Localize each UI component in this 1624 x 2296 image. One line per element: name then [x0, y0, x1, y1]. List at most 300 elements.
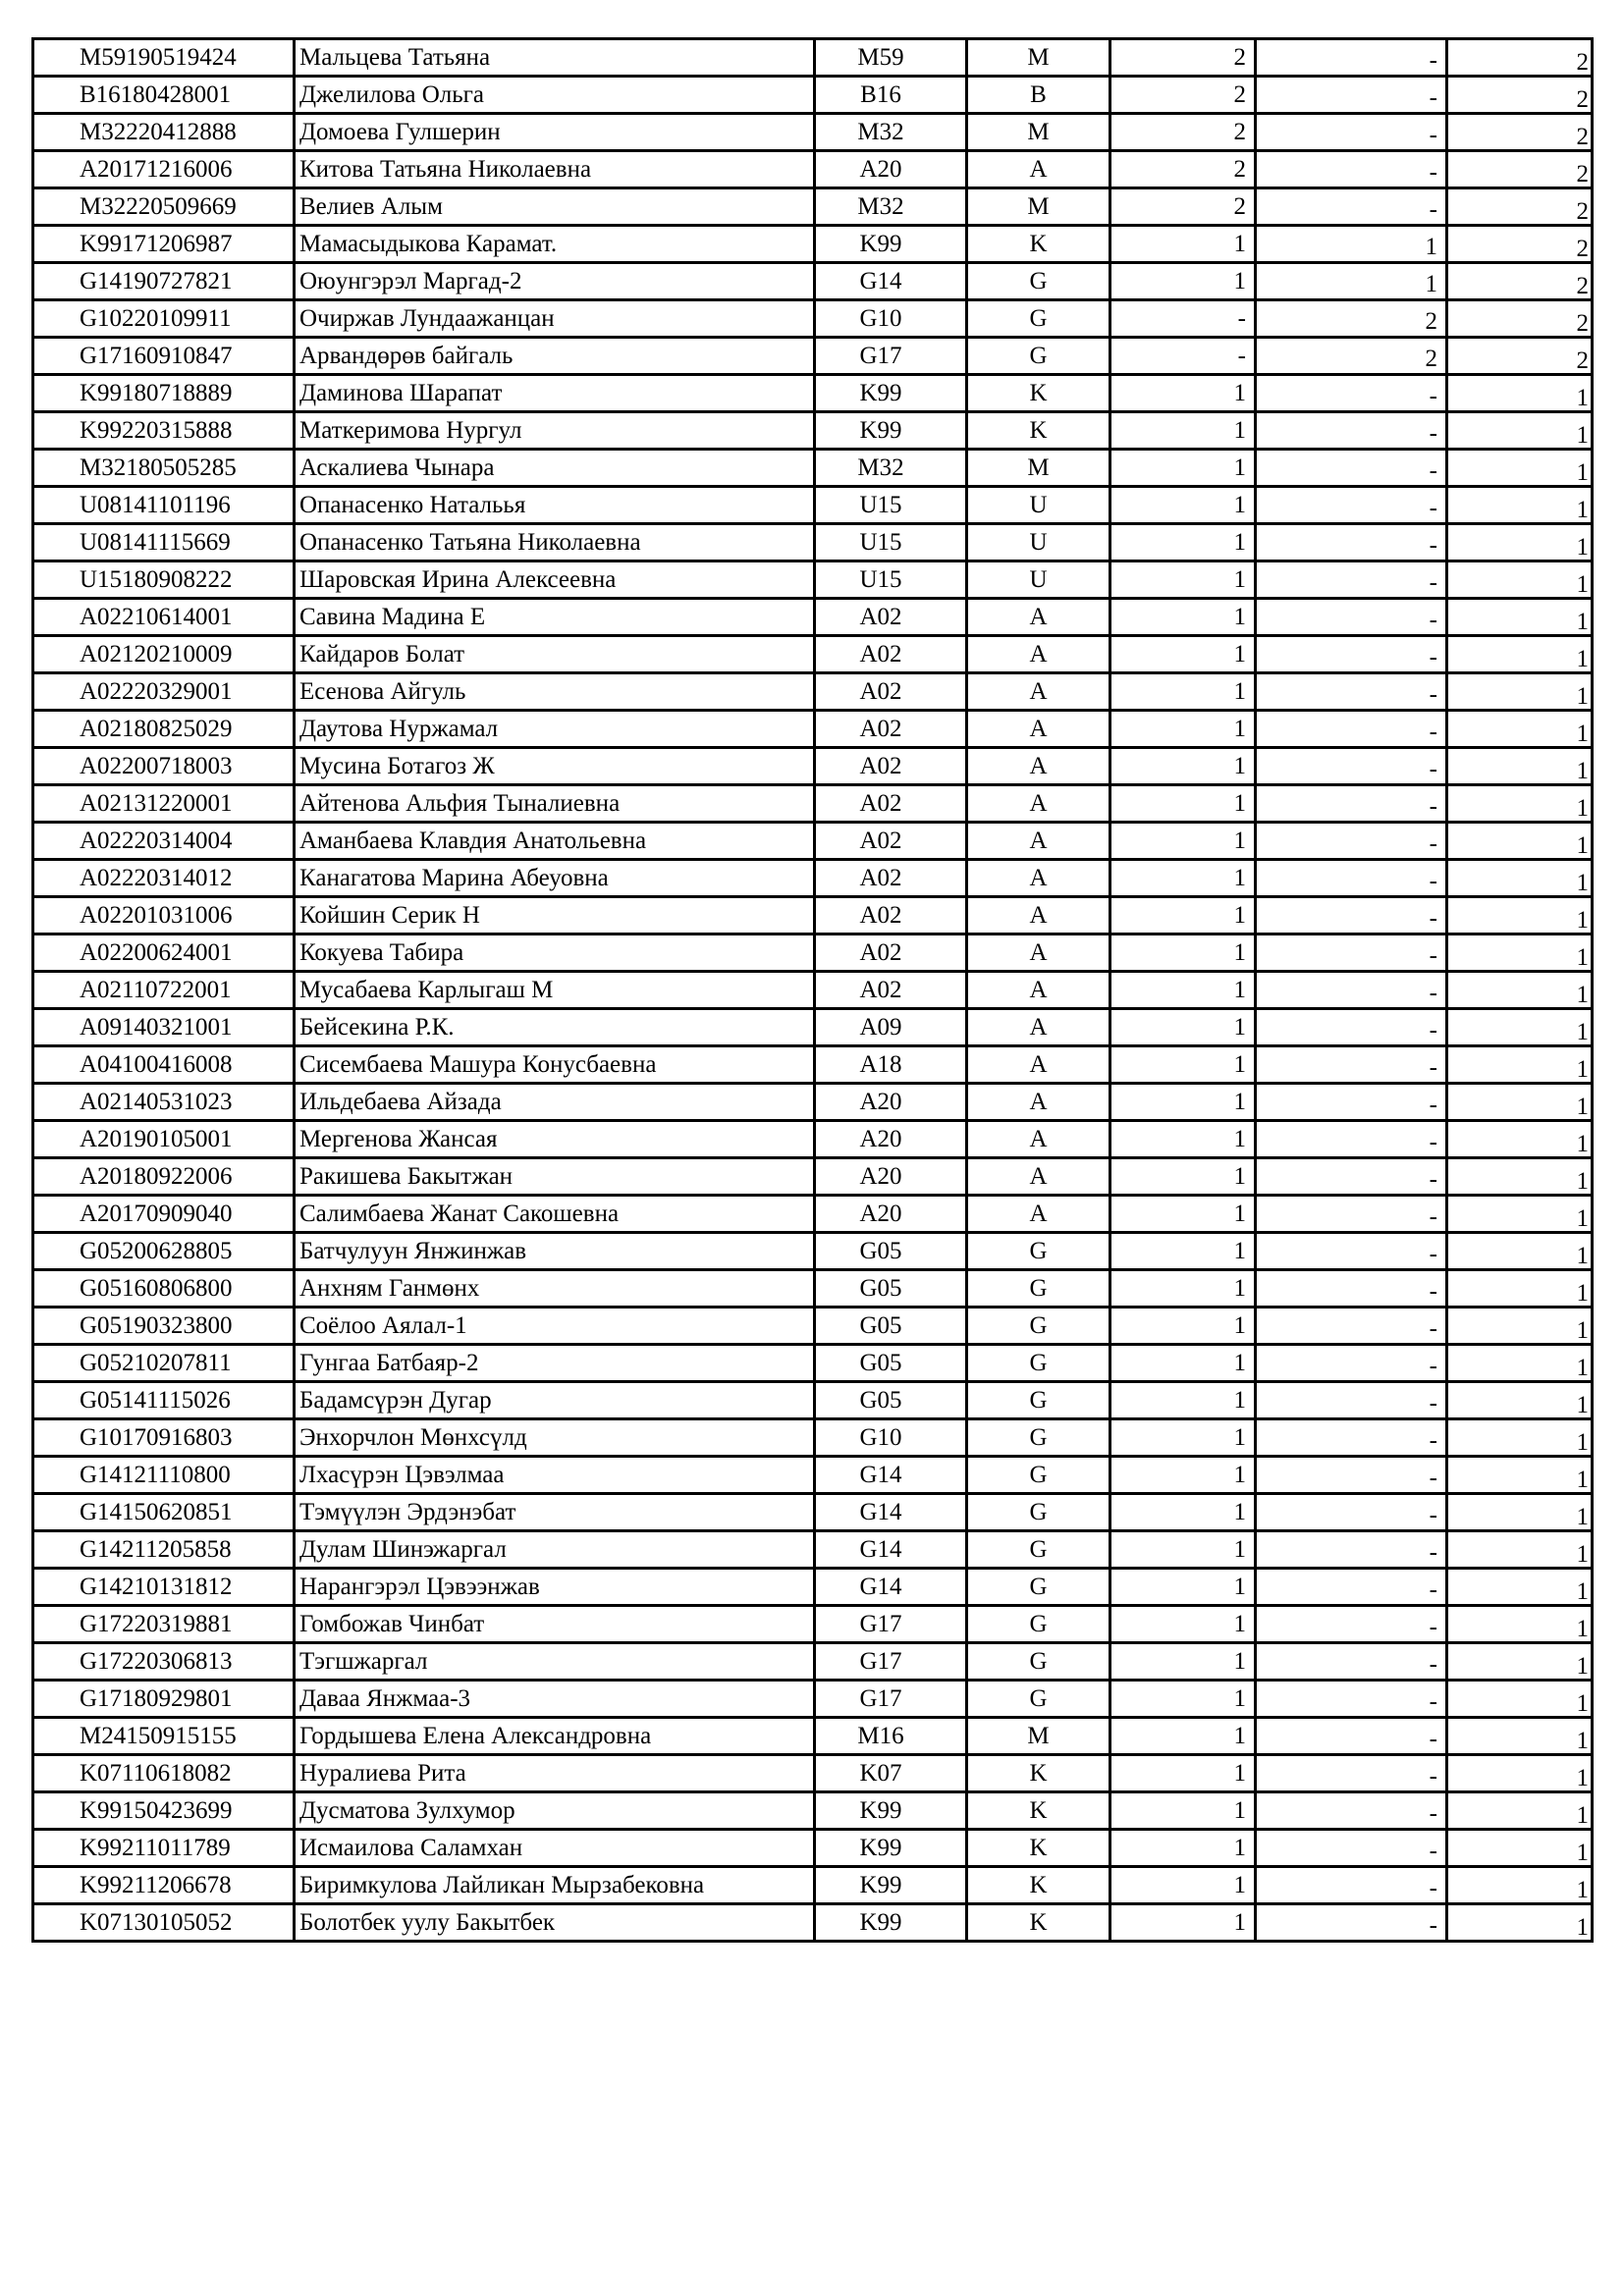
cell-id: G10170916803 [33, 1419, 295, 1457]
cell-code: G05 [815, 1308, 967, 1345]
cell-name: Опанасенко Татьяна Николаевна [295, 524, 815, 561]
cell-count-2: - [1256, 524, 1447, 561]
cell-count-2: - [1256, 1158, 1447, 1196]
cell-letter: K [967, 226, 1110, 263]
cell-code: A02 [815, 972, 967, 1009]
cell-count-1: 1 [1110, 1755, 1256, 1792]
table-row [33, 450, 1593, 487]
cell-count-1: - [1110, 300, 1256, 338]
cell-letter: B [967, 77, 1110, 114]
cell-count-1: 1 [1110, 1457, 1256, 1494]
cell-count-1: 1 [1110, 1606, 1256, 1643]
cell-total: 2 [1447, 151, 1593, 188]
cell-code: G14 [815, 1569, 967, 1606]
table-row [33, 1606, 1593, 1643]
cell-code: K99 [815, 1904, 967, 1942]
data-table [31, 37, 1594, 1943]
table-row [33, 1681, 1593, 1718]
cell-letter: A [967, 785, 1110, 823]
cell-count-2: 2 [1256, 300, 1447, 338]
cell-letter: M [967, 1718, 1110, 1755]
cell-total: 1 [1447, 487, 1593, 524]
cell-letter: A [967, 860, 1110, 897]
cell-count-1: 1 [1110, 673, 1256, 711]
cell-count-2: - [1256, 1643, 1447, 1681]
cell-count-1: 1 [1110, 1681, 1256, 1718]
cell-total: 1 [1447, 1084, 1593, 1121]
cell-count-1: 1 [1110, 897, 1256, 934]
cell-count-2: - [1256, 1681, 1447, 1718]
table-row [33, 1531, 1593, 1569]
cell-code: G05 [815, 1345, 967, 1382]
cell-count-2: - [1256, 1904, 1447, 1942]
cell-letter: G [967, 1569, 1110, 1606]
cell-id: U08141115669 [33, 524, 295, 561]
cell-code: K99 [815, 375, 967, 412]
cell-code: A02 [815, 860, 967, 897]
cell-id: G14211205858 [33, 1531, 295, 1569]
cell-code: M32 [815, 450, 967, 487]
table-row [33, 897, 1593, 934]
cell-count-1: 1 [1110, 1121, 1256, 1158]
cell-id: G05190323800 [33, 1308, 295, 1345]
cell-letter: K [967, 1867, 1110, 1904]
cell-count-2: - [1256, 1755, 1447, 1792]
cell-name: Есенова Айгуль [295, 673, 815, 711]
cell-total: 2 [1447, 188, 1593, 226]
cell-count-2: - [1256, 599, 1447, 636]
cell-code: G17 [815, 1681, 967, 1718]
cell-name: Анхням Ганмөнх [295, 1270, 815, 1308]
cell-name: Салимбаева Жанат Сакошевна [295, 1196, 815, 1233]
cell-id: G05160806800 [33, 1270, 295, 1308]
cell-count-1: 1 [1110, 561, 1256, 599]
table-row [33, 1009, 1593, 1046]
cell-id: K99171206987 [33, 226, 295, 263]
cell-count-2: - [1256, 114, 1447, 151]
cell-letter: G [967, 1681, 1110, 1718]
cell-total: 2 [1447, 39, 1593, 77]
table-row [33, 1867, 1593, 1904]
cell-letter: K [967, 1792, 1110, 1830]
cell-name: Айтенова Альфия Тыналиевна [295, 785, 815, 823]
cell-code: G14 [815, 1494, 967, 1531]
cell-count-1: 1 [1110, 1009, 1256, 1046]
cell-total: 1 [1447, 1904, 1593, 1942]
cell-count-1: 1 [1110, 711, 1256, 748]
cell-code: A02 [815, 673, 967, 711]
cell-count-2: - [1256, 1569, 1447, 1606]
cell-total: 1 [1447, 934, 1593, 972]
cell-name: Оюунгэрэл Маргад-2 [295, 263, 815, 300]
cell-letter: G [967, 263, 1110, 300]
cell-id: G14121110800 [33, 1457, 295, 1494]
table-row [33, 1494, 1593, 1531]
table-row [33, 561, 1593, 599]
cell-letter: G [967, 1270, 1110, 1308]
cell-count-1: 1 [1110, 1419, 1256, 1457]
cell-id: A02131220001 [33, 785, 295, 823]
cell-code: G14 [815, 1531, 967, 1569]
cell-name: Гунгаа Батбаяр-2 [295, 1345, 815, 1382]
cell-total: 1 [1447, 1681, 1593, 1718]
cell-name: Маткеримова Нургул [295, 412, 815, 450]
cell-total: 2 [1447, 77, 1593, 114]
cell-count-1: 1 [1110, 487, 1256, 524]
cell-count-1: 1 [1110, 263, 1256, 300]
table-row [33, 188, 1593, 226]
cell-name: Даутова Нуржамал [295, 711, 815, 748]
cell-total: 1 [1447, 1457, 1593, 1494]
cell-count-1: 1 [1110, 226, 1256, 263]
cell-count-2: - [1256, 1233, 1447, 1270]
cell-count-2: - [1256, 450, 1447, 487]
cell-name: Сисембаева Машура Конусбаевна [295, 1046, 815, 1084]
cell-id: M32180505285 [33, 450, 295, 487]
cell-name: Мамасыдыкова Карамат. [295, 226, 815, 263]
table-row [33, 1569, 1593, 1606]
table-row [33, 1830, 1593, 1867]
cell-code: M32 [815, 114, 967, 151]
cell-letter: A [967, 897, 1110, 934]
cell-letter: G [967, 1457, 1110, 1494]
cell-total: 1 [1447, 1308, 1593, 1345]
cell-count-2: - [1256, 1830, 1447, 1867]
cell-code: A02 [815, 748, 967, 785]
cell-count-1: - [1110, 338, 1256, 375]
cell-total: 1 [1447, 1233, 1593, 1270]
cell-name: Китова Татьяна Николаевна [295, 151, 815, 188]
cell-name: Даминова Шарапат [295, 375, 815, 412]
cell-count-1: 1 [1110, 1084, 1256, 1121]
cell-name: Шаровская Ирина Алексеевна [295, 561, 815, 599]
cell-letter: A [967, 972, 1110, 1009]
cell-count-2: - [1256, 1457, 1447, 1494]
cell-id: M32220412888 [33, 114, 295, 151]
cell-code: G10 [815, 300, 967, 338]
cell-id: A02120210009 [33, 636, 295, 673]
table-row [33, 226, 1593, 263]
cell-count-2: - [1256, 412, 1447, 450]
cell-count-2: - [1256, 1867, 1447, 1904]
cell-letter: A [967, 1158, 1110, 1196]
cell-id: K99211011789 [33, 1830, 295, 1867]
cell-letter: M [967, 114, 1110, 151]
cell-letter: M [967, 188, 1110, 226]
table-row [33, 1457, 1593, 1494]
cell-total: 1 [1447, 1494, 1593, 1531]
cell-name: Нарангэрэл Цэвээнжав [295, 1569, 815, 1606]
cell-total: 1 [1447, 1196, 1593, 1233]
cell-code: A02 [815, 599, 967, 636]
cell-id: A02110722001 [33, 972, 295, 1009]
cell-name: Мусина Ботагоз Ж [295, 748, 815, 785]
table-row [33, 114, 1593, 151]
table-body [33, 39, 1593, 1942]
cell-count-1: 1 [1110, 1569, 1256, 1606]
cell-count-1: 2 [1110, 77, 1256, 114]
cell-name: Кайдаров Болат [295, 636, 815, 673]
table-row [33, 338, 1593, 375]
cell-count-1: 1 [1110, 1382, 1256, 1419]
cell-total: 1 [1447, 1121, 1593, 1158]
cell-total: 1 [1447, 823, 1593, 860]
cell-total: 2 [1447, 226, 1593, 263]
cell-count-2: - [1256, 1718, 1447, 1755]
cell-code: A20 [815, 1121, 967, 1158]
cell-count-2: - [1256, 1419, 1447, 1457]
cell-name: Мальцева Татьяна [295, 39, 815, 77]
cell-id: A02201031006 [33, 897, 295, 934]
cell-total: 1 [1447, 711, 1593, 748]
table-row [33, 785, 1593, 823]
cell-code: A02 [815, 934, 967, 972]
cell-id: A04100416008 [33, 1046, 295, 1084]
cell-id: M59190519424 [33, 39, 295, 77]
cell-count-2: 2 [1256, 338, 1447, 375]
cell-id: A20171216006 [33, 151, 295, 188]
cell-count-2: - [1256, 711, 1447, 748]
cell-letter: G [967, 1494, 1110, 1531]
cell-count-2: - [1256, 823, 1447, 860]
table-row [33, 1755, 1593, 1792]
table-row [33, 673, 1593, 711]
cell-count-1: 1 [1110, 1345, 1256, 1382]
cell-code: U15 [815, 561, 967, 599]
cell-name: Домоева Гулшерин [295, 114, 815, 151]
cell-code: K99 [815, 1830, 967, 1867]
cell-count-1: 2 [1110, 114, 1256, 151]
cell-id: K99211206678 [33, 1867, 295, 1904]
cell-name: Тэмүүлэн Эрдэнэбат [295, 1494, 815, 1531]
cell-count-1: 1 [1110, 1792, 1256, 1830]
cell-code: U15 [815, 524, 967, 561]
table-row [33, 823, 1593, 860]
cell-total: 1 [1447, 972, 1593, 1009]
cell-code: M59 [815, 39, 967, 77]
cell-code: K99 [815, 1867, 967, 1904]
table-row [33, 1419, 1593, 1457]
cell-count-1: 1 [1110, 934, 1256, 972]
table-row [33, 263, 1593, 300]
cell-count-2: - [1256, 1494, 1447, 1531]
cell-count-1: 1 [1110, 1270, 1256, 1308]
cell-total: 1 [1447, 1830, 1593, 1867]
cell-count-1: 1 [1110, 412, 1256, 450]
cell-code: G17 [815, 1643, 967, 1681]
cell-letter: A [967, 823, 1110, 860]
cell-id: G10220109911 [33, 300, 295, 338]
cell-total: 1 [1447, 1792, 1593, 1830]
cell-count-2: - [1256, 934, 1447, 972]
cell-count-1: 1 [1110, 1196, 1256, 1233]
cell-letter: M [967, 39, 1110, 77]
cell-letter: G [967, 300, 1110, 338]
cell-count-2: - [1256, 1382, 1447, 1419]
cell-code: G05 [815, 1382, 967, 1419]
cell-name: Дулам Шинэжаргал [295, 1531, 815, 1569]
table-row [33, 39, 1593, 77]
cell-id: G05210207811 [33, 1345, 295, 1382]
cell-count-1: 1 [1110, 375, 1256, 412]
cell-count-1: 2 [1110, 39, 1256, 77]
cell-count-2: - [1256, 1084, 1447, 1121]
cell-code: G10 [815, 1419, 967, 1457]
table-row [33, 1718, 1593, 1755]
table-row [33, 487, 1593, 524]
cell-count-2: - [1256, 673, 1447, 711]
cell-name: Тэгшжаргал [295, 1643, 815, 1681]
cell-total: 1 [1447, 785, 1593, 823]
table-row [33, 1046, 1593, 1084]
cell-total: 1 [1447, 375, 1593, 412]
cell-letter: K [967, 1904, 1110, 1942]
cell-code: M32 [815, 188, 967, 226]
cell-id: K07110618082 [33, 1755, 295, 1792]
cell-total: 1 [1447, 636, 1593, 673]
table-row [33, 1792, 1593, 1830]
cell-name: Мергенова Жансая [295, 1121, 815, 1158]
table-row [33, 1084, 1593, 1121]
cell-count-1: 2 [1110, 188, 1256, 226]
cell-letter: A [967, 1196, 1110, 1233]
cell-letter: A [967, 1084, 1110, 1121]
cell-count-2: - [1256, 748, 1447, 785]
cell-code: A02 [815, 636, 967, 673]
cell-total: 1 [1447, 1531, 1593, 1569]
cell-count-2: - [1256, 1009, 1447, 1046]
cell-count-1: 1 [1110, 785, 1256, 823]
cell-letter: A [967, 673, 1110, 711]
cell-count-1: 1 [1110, 1643, 1256, 1681]
cell-letter: A [967, 1046, 1110, 1084]
cell-letter: A [967, 599, 1110, 636]
cell-count-2: - [1256, 1345, 1447, 1382]
cell-name: Биримкулова Лайликан Мырзабековна [295, 1867, 815, 1904]
cell-count-1: 2 [1110, 151, 1256, 188]
cell-count-2: - [1256, 375, 1447, 412]
cell-code: A20 [815, 1196, 967, 1233]
cell-code: M16 [815, 1718, 967, 1755]
cell-letter: G [967, 1233, 1110, 1270]
table-row [33, 1904, 1593, 1942]
cell-letter: A [967, 151, 1110, 188]
cell-name: Даваа Янжмаа-3 [295, 1681, 815, 1718]
cell-id: K99220315888 [33, 412, 295, 450]
cell-total: 1 [1447, 1345, 1593, 1382]
cell-count-2: - [1256, 1121, 1447, 1158]
cell-count-2: 1 [1256, 263, 1447, 300]
cell-id: U08141101196 [33, 487, 295, 524]
cell-total: 2 [1447, 263, 1593, 300]
cell-id: G17220319881 [33, 1606, 295, 1643]
cell-total: 2 [1447, 114, 1593, 151]
cell-id: A09140321001 [33, 1009, 295, 1046]
cell-total: 1 [1447, 524, 1593, 561]
cell-letter: G [967, 1345, 1110, 1382]
table-row [33, 1643, 1593, 1681]
table-row [33, 1270, 1593, 1308]
cell-count-2: - [1256, 561, 1447, 599]
cell-letter: G [967, 1382, 1110, 1419]
cell-id: B16180428001 [33, 77, 295, 114]
cell-code: A18 [815, 1046, 967, 1084]
table-row [33, 77, 1593, 114]
cell-count-1: 1 [1110, 1494, 1256, 1531]
table-row [33, 1308, 1593, 1345]
cell-count-2: - [1256, 972, 1447, 1009]
table-row [33, 599, 1593, 636]
cell-name: Энхорчлон Мөнхсүлд [295, 1419, 815, 1457]
cell-count-1: 1 [1110, 599, 1256, 636]
cell-total: 1 [1447, 1270, 1593, 1308]
cell-count-1: 1 [1110, 1046, 1256, 1084]
cell-count-1: 1 [1110, 1233, 1256, 1270]
table-row [33, 1196, 1593, 1233]
cell-id: G14150620851 [33, 1494, 295, 1531]
cell-letter: G [967, 338, 1110, 375]
cell-count-2: - [1256, 897, 1447, 934]
cell-count-1: 1 [1110, 972, 1256, 1009]
cell-code: A02 [815, 897, 967, 934]
cell-id: A20190105001 [33, 1121, 295, 1158]
cell-letter: K [967, 1755, 1110, 1792]
cell-name: Гомбожав Чинбат [295, 1606, 815, 1643]
table-row [33, 1121, 1593, 1158]
cell-total: 1 [1447, 1158, 1593, 1196]
cell-name: Гордышева Елена Александровна [295, 1718, 815, 1755]
cell-id: M24150915155 [33, 1718, 295, 1755]
table-row [33, 412, 1593, 450]
cell-name: Ракишева Бакытжан [295, 1158, 815, 1196]
cell-count-1: 1 [1110, 860, 1256, 897]
cell-total: 1 [1447, 1569, 1593, 1606]
cell-total: 1 [1447, 748, 1593, 785]
table-row [33, 1158, 1593, 1196]
cell-name: Мусабаева Карлыгаш М [295, 972, 815, 1009]
cell-total: 1 [1447, 1755, 1593, 1792]
table-row [33, 1233, 1593, 1270]
cell-letter: M [967, 450, 1110, 487]
cell-name: Аманбаева Клавдия Анатольевна [295, 823, 815, 860]
cell-total: 1 [1447, 1009, 1593, 1046]
cell-code: G05 [815, 1270, 967, 1308]
cell-id: G17220306813 [33, 1643, 295, 1681]
cell-id: G17160910847 [33, 338, 295, 375]
cell-letter: U [967, 561, 1110, 599]
cell-code: K99 [815, 226, 967, 263]
cell-code: A02 [815, 711, 967, 748]
cell-count-1: 1 [1110, 823, 1256, 860]
cell-name: Ильдебаева Айзада [295, 1084, 815, 1121]
cell-name: Исмаилова Саламхан [295, 1830, 815, 1867]
cell-id: A20180922006 [33, 1158, 295, 1196]
cell-count-1: 1 [1110, 1158, 1256, 1196]
cell-total: 1 [1447, 897, 1593, 934]
cell-id: G17180929801 [33, 1681, 295, 1718]
cell-id: K99150423699 [33, 1792, 295, 1830]
cell-count-2: - [1256, 188, 1447, 226]
cell-count-1: 1 [1110, 524, 1256, 561]
cell-name: Кокуева Табира [295, 934, 815, 972]
cell-id: A02140531023 [33, 1084, 295, 1121]
cell-name: Батчулуун Янжинжав [295, 1233, 815, 1270]
cell-count-2: - [1256, 1531, 1447, 1569]
cell-total: 1 [1447, 1867, 1593, 1904]
cell-letter: A [967, 748, 1110, 785]
cell-code: A20 [815, 1084, 967, 1121]
cell-letter: A [967, 711, 1110, 748]
